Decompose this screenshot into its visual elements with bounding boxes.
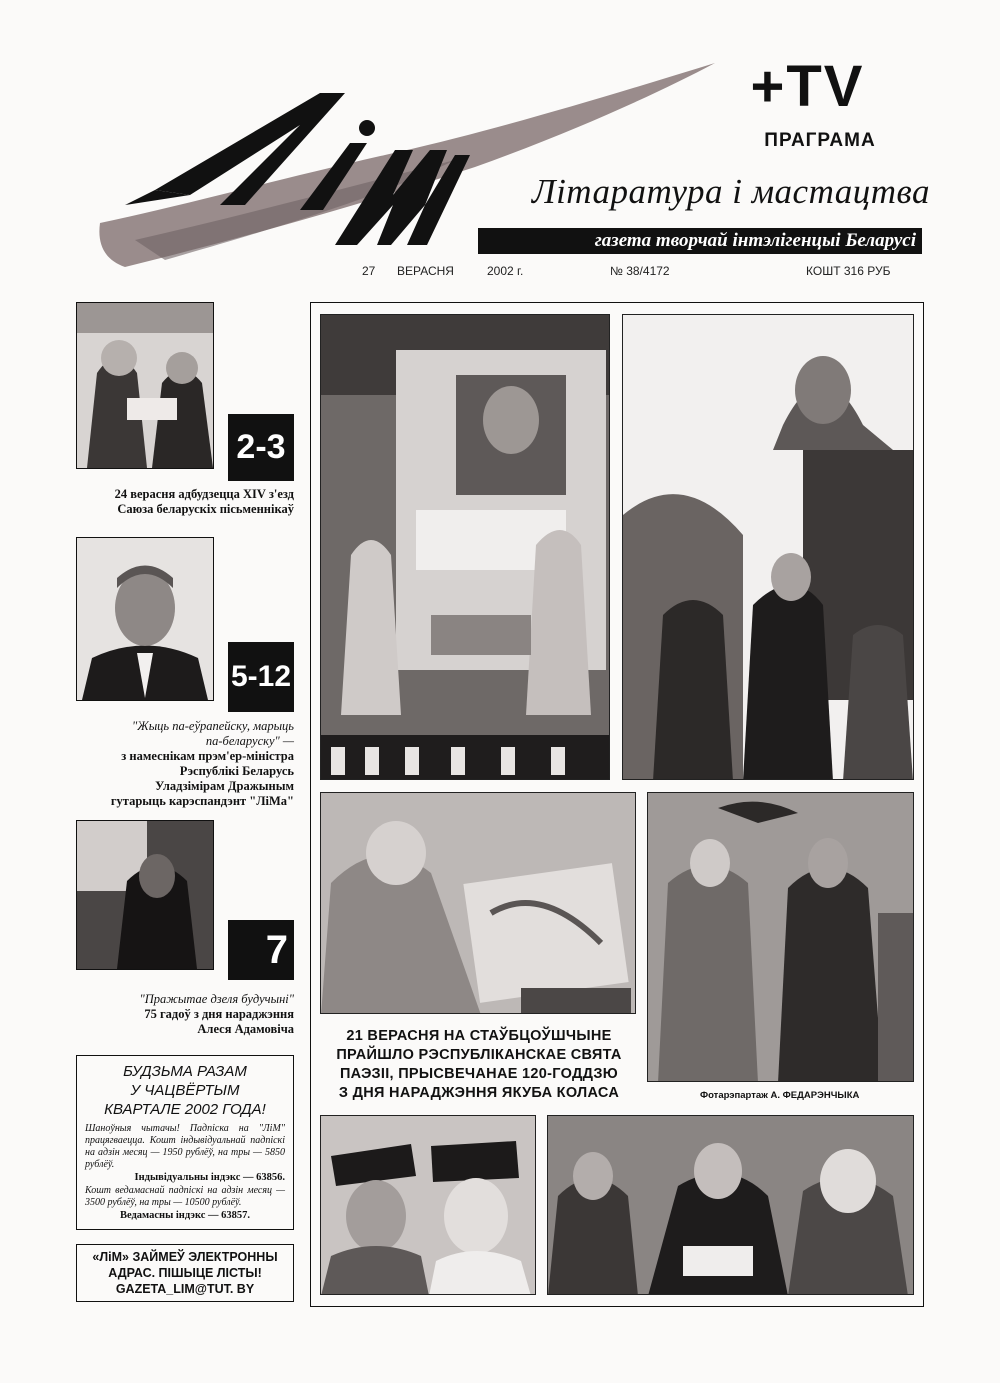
subscription-text-1: Шаноўныя чытачы! Падпіска на "ЛіМ" працягваецца. Кошт індывідуальнай падпіскі на адзін месяц — 1950 рублёў, на тры — 5850 рублёў.	[85, 1123, 285, 1170]
subscription-index-corporate: Ведамасны індэкс — 63857.	[119, 1210, 251, 1221]
tv-program-badge	[705, 55, 910, 160]
teaser-photo-adamovich	[76, 820, 214, 970]
photo-elders-gathering	[547, 1115, 914, 1295]
email-notice: «ЛіМ» ЗАЙМЕЎ ЭЛЕКТРОННЫ АДРАС. ПІШЫЦЕ ЛІСТЫ! GAZETA_LIM@TUT. BY	[76, 1244, 294, 1302]
teaser-caption-1: 24 верасня адбудзецца XIV з'езд Саюза беларускіх пісьменнікаў	[114, 487, 294, 516]
page-ref-7: 7	[228, 920, 294, 980]
tv-sublabel: ПРАГРАМА	[764, 130, 876, 151]
issue-day: 27	[362, 264, 376, 278]
teaser-caption-3: "Пражытае дзеля будучыні" 75 гадоў з дня нараджэння Алеся Адамовіча	[139, 992, 294, 1036]
photo-painter	[320, 792, 636, 1014]
teaser-caption-2: "Жыць па-еўрапейску, марыць па-беларуску" — з намеснікам прэм'ер-міністра Рэспублікі Беларусь Уладзімірам Дражыным гутарыць карэспандэнт "ЛіМа"	[110, 719, 294, 808]
subscription-text-2: Кошт ведамаснай падпіскі на адзін месяц — 3500 рублёў, на тры — 10500 рублёў.	[85, 1185, 285, 1208]
page-ref-2-3: 2-3	[228, 414, 294, 481]
page-ref-5-12: 5-12	[228, 642, 294, 712]
email-address: GAZETA_LIM@TUT. BY	[115, 1282, 255, 1296]
newspaper-tagline: газета творчай інтэлігенцыі Беларусі	[478, 228, 922, 254]
teaser-photo-congress	[76, 302, 214, 469]
subscription-heading: БУДЗЬМА РАЗАМ У ЧАЦВЁРТЫМ КВАРТАЛЕ 2002 ГОДА!	[104, 1063, 266, 1118]
issue-year: 2002 г.	[487, 264, 524, 278]
subscription-notice	[76, 1055, 294, 1230]
subscription-index-individual: Індывідуальны індэкс — 63856.	[134, 1172, 285, 1183]
photo-stage-performance	[320, 314, 610, 780]
newspaper-title: Літаратура і мастацтва	[531, 172, 930, 211]
photo-credit: Фотарэпартаж А. ФЕДАРЭНЧЫКА	[700, 1090, 860, 1101]
issue-month: ВЕРАСНЯ	[397, 264, 454, 278]
photo-officials	[647, 792, 914, 1082]
photo-monument-speech	[622, 314, 914, 780]
tv-label: +TV	[750, 54, 865, 119]
issue-price: КОШТ 316 РУБ	[806, 264, 891, 278]
teaser-photo-interview	[76, 537, 214, 701]
photo-girls-national-costume	[320, 1115, 536, 1295]
photo-report-headline: 21 ВЕРАСНЯ НА СТАЎБЦОЎШЧЫНЕ ПРАЙШЛО РЭСПУБЛІКАНСКАЕ СВЯТА ПАЭЗІІ, ПРЫСВЕЧАНАЕ 120-ГОДДЗЮ З ДНЯ НАРАДЖЭННЯ ЯКУБА КОЛАСА	[336, 1028, 622, 1101]
issue-number: № 38/4172	[610, 264, 670, 278]
